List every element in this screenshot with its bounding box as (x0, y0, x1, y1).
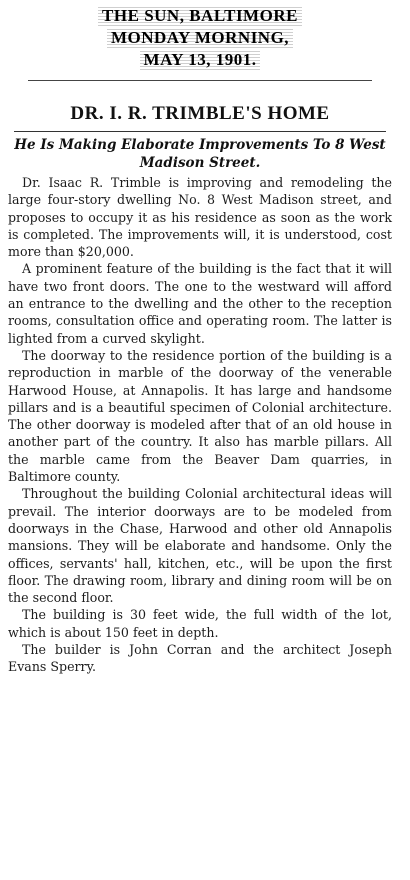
article-subhead: He Is Making Elaborate Improvements To 8 West Madison Street. (14, 137, 386, 171)
article-paragraph: The doorway to the residence portion of the building is a reproduction in marble of the doorway of the venerable Harwood House, at Annapolis. It has large and handsome pillars and is a beautiful specimen of Colonial architecture. The other doorway is modeled after that of an old house in another part of the country. It also has marble pillars. All the marble came from the Beaver Dam quarries, in Baltimore county. (8, 347, 392, 485)
masthead-divider (28, 80, 372, 81)
article-paragraph: Dr. Isaac R. Trimble is improving and remodeling the large four-story dwelling No. 8 West Madison street, and proposes to occupy it as his residence as soon as the work is completed. The improvements will, it is understood, cost more than $20,000. (8, 175, 392, 260)
newspaper-clipping (8, 6, 392, 676)
masthead (8, 6, 392, 72)
headline-divider (14, 131, 386, 132)
masthead-weekday: MONDAY MORNING, (107, 28, 293, 48)
article-paragraph: The builder is John Corran and the architect Joseph Evans Sperry. (8, 642, 392, 675)
article-body (8, 174, 392, 676)
masthead-newspaper-name: THE SUN, BALTIMORE (98, 6, 302, 26)
article-headline: DR. I. R. TRIMBLE'S HOME (70, 103, 330, 124)
masthead-date: MAY 13, 1901. (140, 50, 261, 70)
article-paragraph: A prominent feature of the building is the fact that it will have two front doors. The one to the westward will afford an entrance to the dwelling and the other to the reception rooms, consultation office and operating room. The latter is lighted from a curved skylight. (8, 261, 392, 346)
article-paragraph: The building is 30 feet wide, the full width of the lot, which is about 150 feet in depth. (8, 607, 392, 640)
article-paragraph: Throughout the building Colonial architectural ideas will prevail. The interior doorways are to be modeled from doorways in the Chase, Harwood and other old Annapolis mansions. They will be elaborate and handsome. Only the offices, servants' hall, kitchen, etc., will be upon the first floor. The drawing room, library and dining room will be on the second floor. (8, 486, 392, 606)
